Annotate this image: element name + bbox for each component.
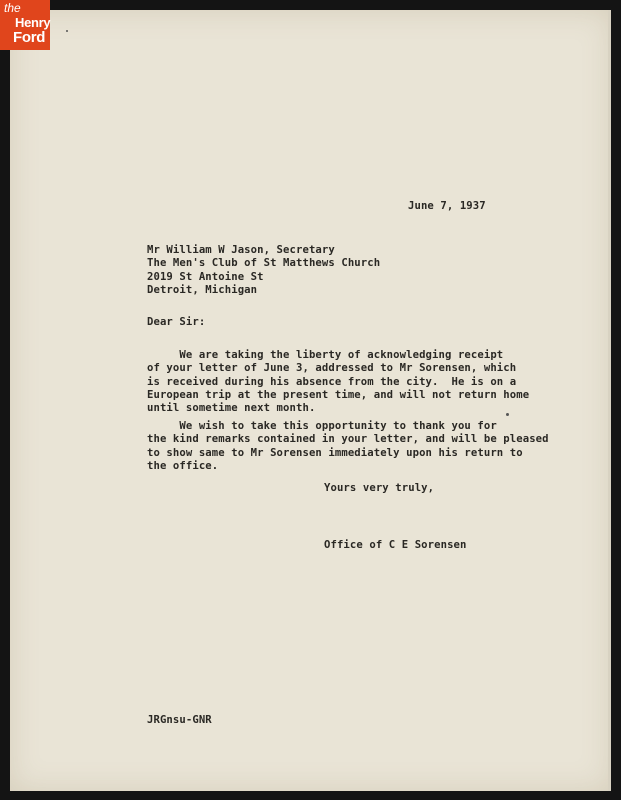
recipient-address (147, 244, 380, 297)
paragraph-line: We are taking the liberty of acknowledging receipt (147, 349, 504, 361)
signature-block: Office of C E Sorensen (324, 539, 467, 551)
paragraph-line: the kind remarks contained in your letter, and will be pleased (147, 433, 549, 446)
address-line: The Men's Club of St Matthews Church (147, 257, 381, 270)
logo-text-ford: Ford (13, 29, 46, 46)
address-line: 2019 St Antoine St (147, 270, 264, 283)
body-paragraph-2 (147, 420, 549, 473)
henry-ford-logo (0, 0, 50, 50)
body-paragraph-1 (147, 349, 529, 415)
closing: Yours very truly, (324, 482, 435, 494)
paragraph-line: European trip at the present time, and will not return home (147, 388, 530, 401)
typist-initials: JRGnsu-GNR (147, 714, 212, 726)
letter-date: June 7, 1937 (408, 200, 486, 212)
logo-text-the: the (4, 1, 21, 15)
address-line: Detroit, Michigan (147, 283, 258, 296)
paragraph-line: to show same to Mr Sorensen immediately upon his return to (147, 446, 523, 459)
paragraph-line: We wish to take this opportunity to thank you for (147, 420, 497, 432)
paragraph-line: of your letter of June 3, addressed to Mr Sorensen, which (147, 362, 517, 375)
paragraph-line: the office. (147, 459, 219, 472)
paragraph-line: until sometime next month. (147, 402, 316, 415)
address-line: Mr William W Jason, Secretary (147, 244, 335, 256)
logo-text-henry: Henry (15, 15, 51, 30)
salutation: Dear Sir: (147, 316, 206, 328)
paragraph-line: is received during his absence from the city. He is on a (147, 375, 517, 388)
